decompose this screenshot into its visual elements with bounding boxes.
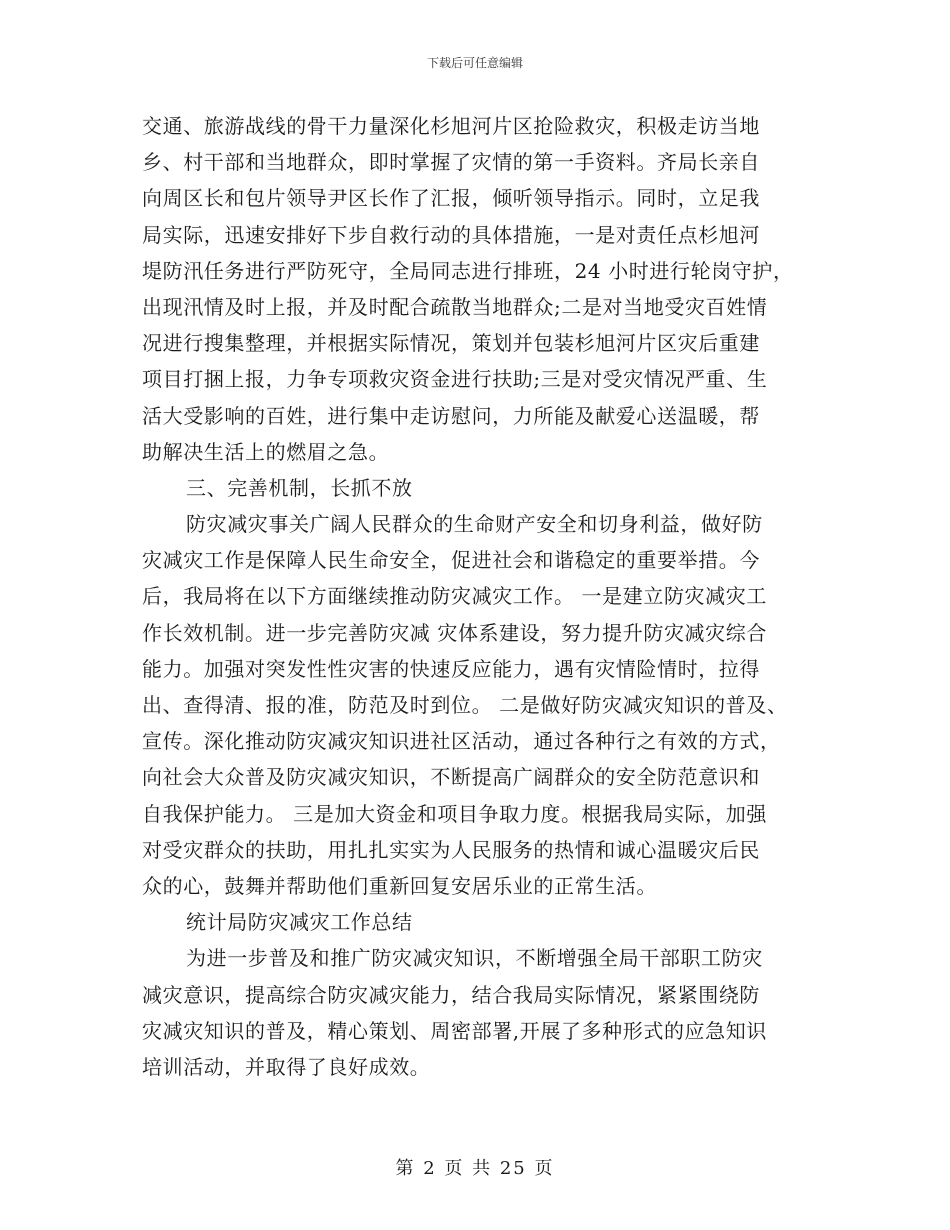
text-line: 为进一步普及和推广防灾减灾知识，不断增强全局干部职工防灾 [186, 946, 763, 971]
text-line: 活大受影响的百姓，进行集中走访慰问，力所能及献爱心送温暖，帮 [142, 403, 760, 428]
text-line: 众的心，鼓舞并帮助他们重新回复安居乐业的正常生活。 [142, 873, 657, 898]
document-body [142, 108, 814, 1085]
text-line: 对受灾群众的扶助，用扎扎实实为人民服务的热情和诚心温暖灾后民 [142, 837, 760, 862]
text-line: 向周区长和包片领导尹区长作了汇报，倾听领导指示。同时，立足我 [142, 186, 760, 211]
text-line: 况进行搜集整理，并根据实际情况，策划并包装杉旭河片区灾后重建 [142, 331, 760, 356]
text-line: 统计局防灾减灾工作总结 [186, 910, 413, 935]
text-line: 助解决生活上的燃眉之急。 [142, 439, 390, 464]
text-line: 项目打捆上报，力争专项救灾资金进行扶助;三是对受灾情况严重、生 [142, 367, 768, 392]
text-line: 乡、村干部和当地群众，即时掌握了灾情的第一手资料。齐局长亲自 [142, 150, 760, 175]
text-line: 堤防汛任务进行严防死守，全局同志进行排班，24 小时进行轮岗守护， [142, 258, 794, 283]
text-line: 交通、旅游战线的骨干力量深化杉旭河片区抢险救灾，积极走访当地 [142, 114, 760, 138]
text-line: 后，我局将在以下方面继续推动防灾减灾工作。 一是建立防灾减灾工 [142, 584, 767, 609]
text-line: 宣传。深化推动防灾减灾知识进社区活动，通过各种行之有效的方式， [142, 729, 781, 754]
text-line: 自我保护能力。 三是加大资金和项目争取力度。根据我局实际，加强 [142, 801, 767, 826]
text-line: 向社会大众普及防灾减灾知识，不断提高广阔群众的安全防范意识和 [142, 765, 760, 790]
page-footer: 第 2 页 共 25 页 [395, 1158, 555, 1179]
text-line: 减灾意识，提高综合防灾减灾能力，结合我局实际情况，紧紧围绕防 [142, 982, 760, 1007]
page-header: 下载后可任意编辑 [426, 56, 523, 70]
text-line: 出现汛情及时上报，并及时配合疏散当地群众;二是对当地受灾百姓情 [142, 294, 768, 319]
text-line: 出、查得清、报的准，防范及时到位。 二是做好防灾减灾知识的普及、 [142, 693, 788, 717]
text-line: 培训活动，并取得了良好成效。 [142, 1054, 431, 1079]
text-line: 灾减灾工作是保障人民生命安全，促进社会和谐稳定的重要举措。今 [142, 548, 760, 573]
text-line: 局实际，迅速安排好下步自救行动的具体措施，一是对责任点杉旭河 [142, 222, 760, 247]
text-line: 能力。加强对突发性性灾害的快速反应能力，遇有灾情险情时，拉得 [142, 656, 760, 681]
text-line: 防灾减灾事关广阔人民群众的生命财产安全和切身利益，做好防 [186, 512, 763, 537]
text-line: 三、完善机制，长抓不放 [186, 475, 413, 500]
text-line: 作长效机制。进一步完善防灾减 灾体系建设，努力提升防灾减灾综合 [142, 620, 767, 645]
text-line: 灾减灾知识的普及，精心策划、周密部署,开展了多种形式的应急知识 [142, 1018, 767, 1043]
